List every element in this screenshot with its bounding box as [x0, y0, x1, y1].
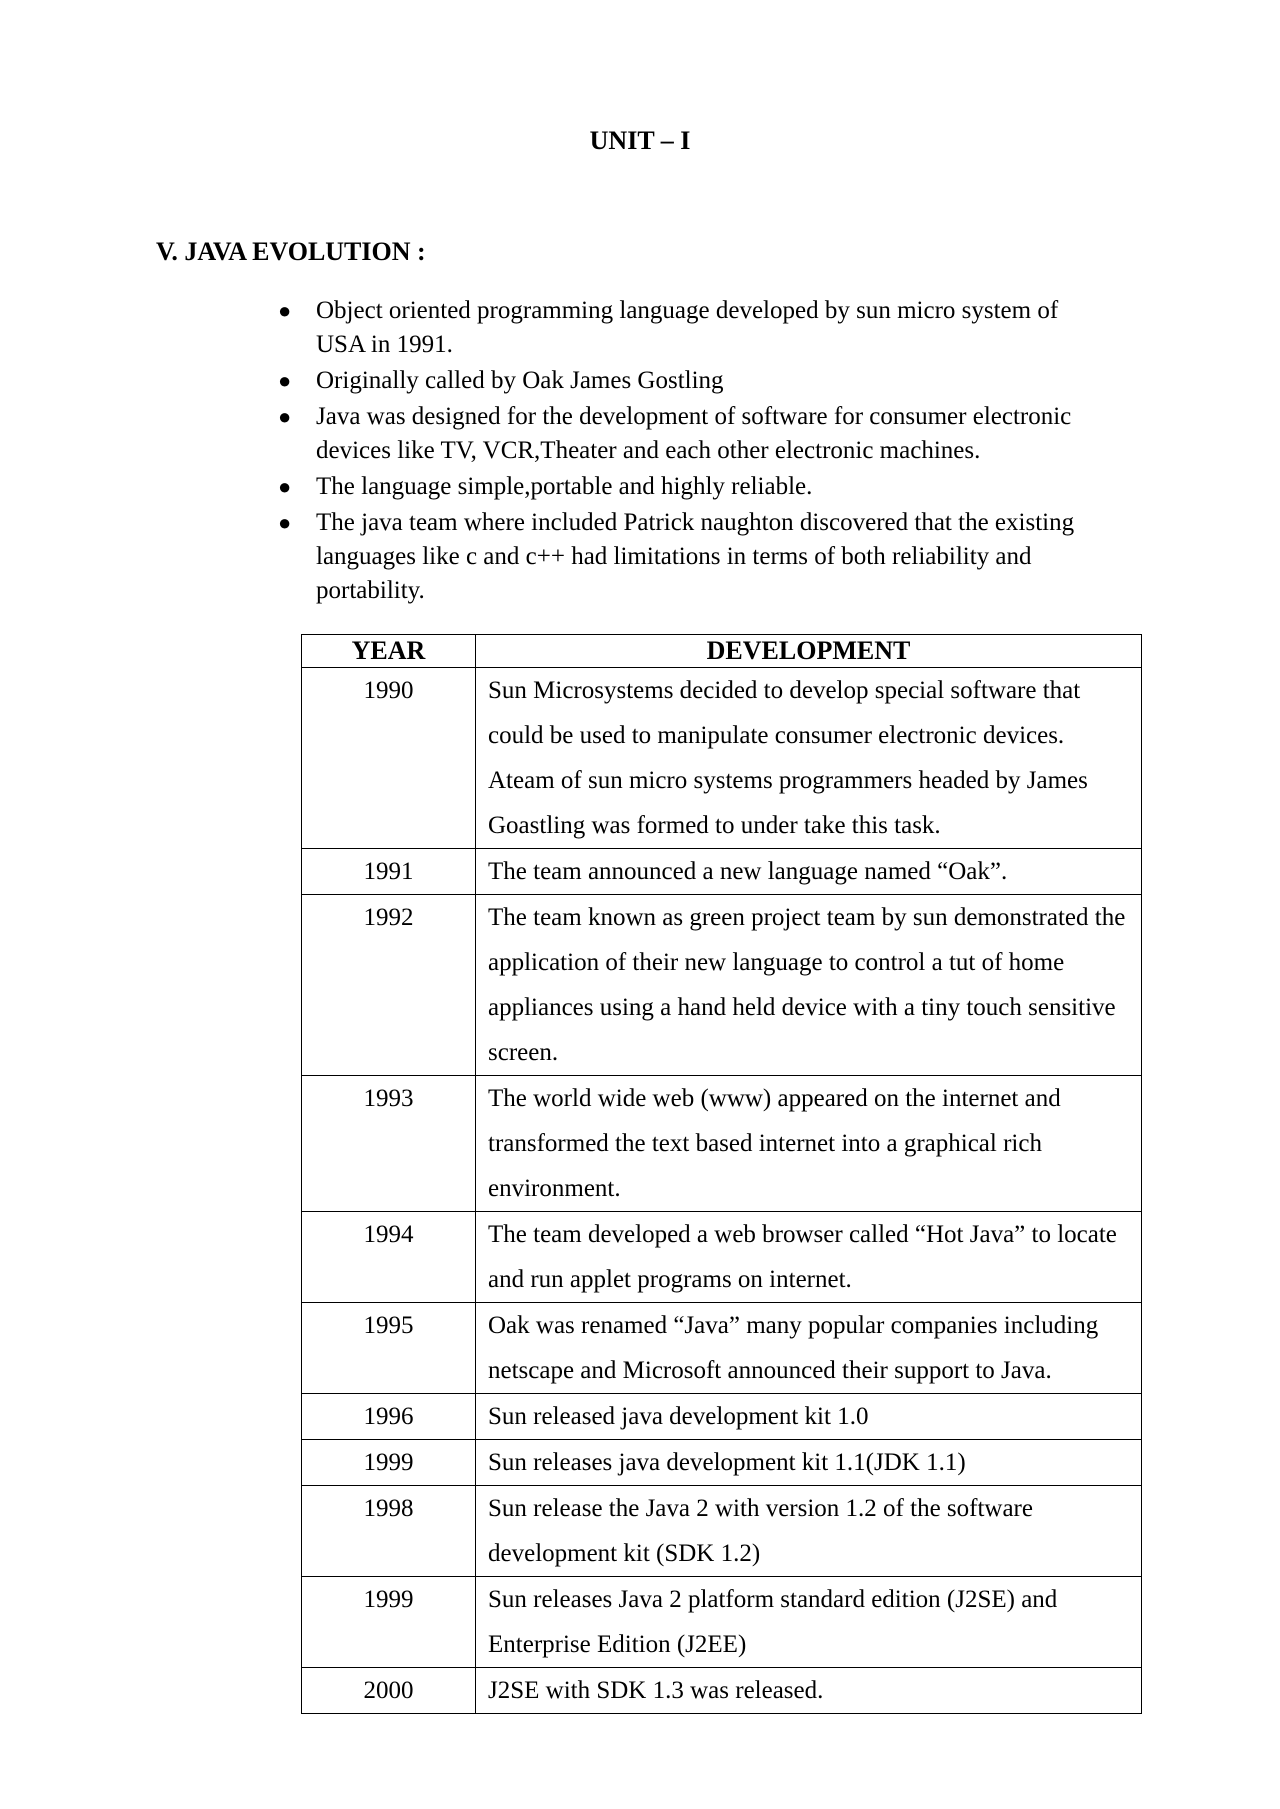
year-cell: 2000	[302, 1668, 476, 1714]
development-cell: Oak was renamed “Java” many popular companies including netscape and Microsoft announced their support to Java.	[476, 1303, 1142, 1394]
list-item	[274, 294, 1104, 362]
bullet-icon: ●	[278, 474, 292, 499]
list-item-text: Originally called by Oak James Gostling	[316, 367, 724, 394]
development-cell: Sun release the Java 2 with version 1.2 of the software development kit (SDK 1.2)	[476, 1486, 1142, 1577]
development-cell: Sun releases Java 2 platform standard edition (J2SE) and Enterprise Edition (J2EE)	[476, 1577, 1142, 1668]
development-cell: The world wide web (www) appeared on the internet and transformed the text based internet into a graphical rich environment.	[476, 1076, 1142, 1212]
table-row	[302, 1212, 1142, 1303]
bullet-icon: ●	[278, 298, 292, 323]
year-cell: 1998	[302, 1486, 476, 1577]
development-cell: The team announced a new language named “Oak”.	[476, 849, 1142, 895]
year-cell: 1992	[302, 895, 476, 1076]
year-cell: 1996	[302, 1394, 476, 1440]
unit-heading: UNIT – I	[589, 126, 691, 155]
development-column-header: DEVELOPMENT	[476, 635, 1142, 668]
table-row	[302, 1486, 1142, 1577]
development-cell: Sun releases java development kit 1.1(JDK 1.1)	[476, 1440, 1142, 1486]
year-cell: 1991	[302, 849, 476, 895]
development-cell: J2SE with SDK 1.3 was released.	[476, 1668, 1142, 1714]
table-row	[302, 895, 1142, 1076]
development-cell: Sun released java development kit 1.0	[476, 1394, 1142, 1440]
year-cell: 1999	[302, 1577, 476, 1668]
year-cell: 1993	[302, 1076, 476, 1212]
section-title: V. JAVA EVOLUTION :	[156, 237, 426, 266]
table-row	[302, 1394, 1142, 1440]
table-row	[302, 849, 1142, 895]
list-item-text: The language simple,portable and highly reliable.	[316, 473, 813, 500]
bullet-icon: ●	[278, 404, 292, 429]
development-cell: The team developed a web browser called “Hot Java” to locate and run applet programs on internet.	[476, 1212, 1142, 1303]
table-row	[302, 1303, 1142, 1394]
development-cell: The team known as green project team by sun demonstrated the application of their new language to control a tut of home appliances using a hand held device with a tiny touch sensitive screen.	[476, 895, 1142, 1076]
table-row	[302, 1668, 1142, 1714]
year-cell: 1994	[302, 1212, 476, 1303]
table-row	[302, 668, 1142, 849]
table-row	[302, 1577, 1142, 1668]
table-header-row	[302, 635, 1142, 668]
list-item-text: The java team where included Patrick naughton discovered that the existing languages like c and c++ had limitations in terms of both reliability and portability.	[316, 509, 1075, 604]
year-cell: 1995	[302, 1303, 476, 1394]
bullet-list	[274, 294, 1104, 610]
bullet-icon: ●	[278, 510, 292, 535]
list-item	[274, 364, 1104, 398]
list-item	[274, 400, 1104, 468]
table-row	[302, 1440, 1142, 1486]
year-cell: 1990	[302, 668, 476, 849]
year-cell: 1999	[302, 1440, 476, 1486]
java-timeline-table	[301, 634, 1142, 1714]
table-row	[302, 1076, 1142, 1212]
list-item-text: Java was designed for the development of software for consumer electronic devices like TV, VCR,Theater and each other electronic machines.	[316, 403, 1072, 464]
bullet-icon: ●	[278, 368, 292, 393]
development-cell: Sun Microsystems decided to develop special software that could be used to manipulate consumer electronic devices. Ateam of sun micro systems programmers headed by James Goastling was formed to under take this task.	[476, 668, 1142, 849]
list-item	[274, 470, 1104, 504]
year-column-header: YEAR	[302, 635, 476, 668]
list-item-text: Object oriented programming language developed by sun micro system of USA in 1991.	[316, 297, 1059, 358]
list-item	[274, 506, 1104, 608]
